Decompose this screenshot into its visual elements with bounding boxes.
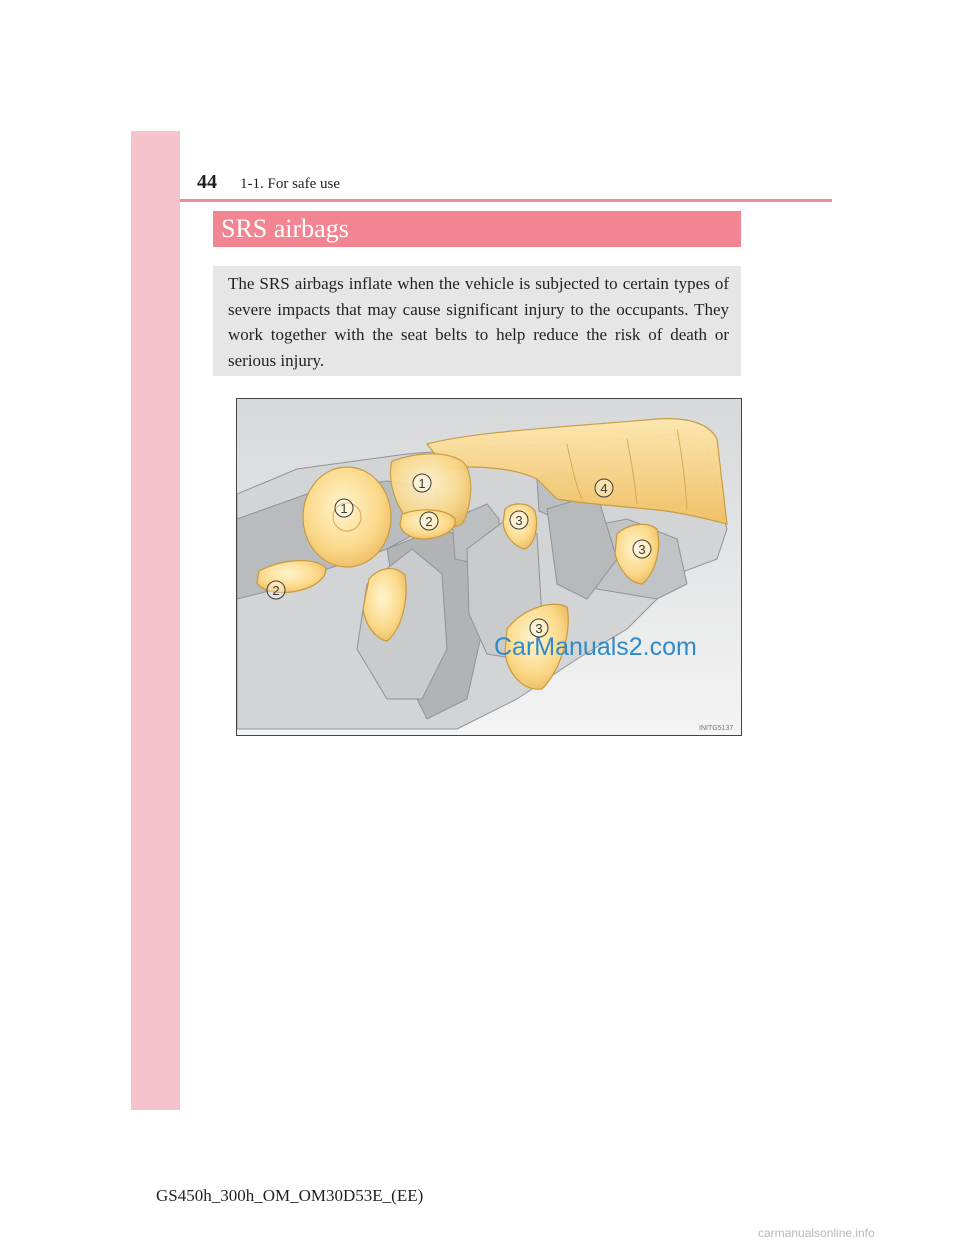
svg-text:4: 4 [600,481,608,496]
svg-text:3: 3 [535,621,543,636]
callout-1b [335,499,353,517]
section-title: SRS airbags [213,211,741,247]
svg-text:2: 2 [272,583,280,598]
callout-2b [267,581,285,599]
svg-text:1: 1 [418,476,426,491]
svg-text:1: 1 [340,501,348,516]
page-number: 44 [197,171,217,193]
callout-3a [510,511,528,529]
intro-paragraph: The SRS airbags inflate when the vehicle is subjected to certain types of severe impacts that may cause significant injury to the occupants. They work together with the seat belts to help reduce the risk of death or serious injury. [213,266,741,376]
watermark-text: CarManuals2.com [494,633,697,661]
svg-text:3: 3 [515,513,523,528]
callout-4 [595,479,613,497]
callout-2a [420,512,438,530]
side-tab-band [131,131,180,1110]
site-watermark: carmanualsonline.info [758,1226,875,1240]
manual-code-footer: GS450h_300h_OM_OM30D53E_(EE) [156,1186,424,1205]
svg-text:3: 3 [638,542,646,557]
svg-text:2: 2 [425,514,433,529]
chapter-heading: 1-1. For safe use [240,176,340,192]
callout-3b [633,540,651,558]
header-rule [180,199,832,202]
airbag-location-illustration [236,398,742,736]
callout-1a [413,474,431,492]
figure-code: INITG5137 [699,725,734,732]
